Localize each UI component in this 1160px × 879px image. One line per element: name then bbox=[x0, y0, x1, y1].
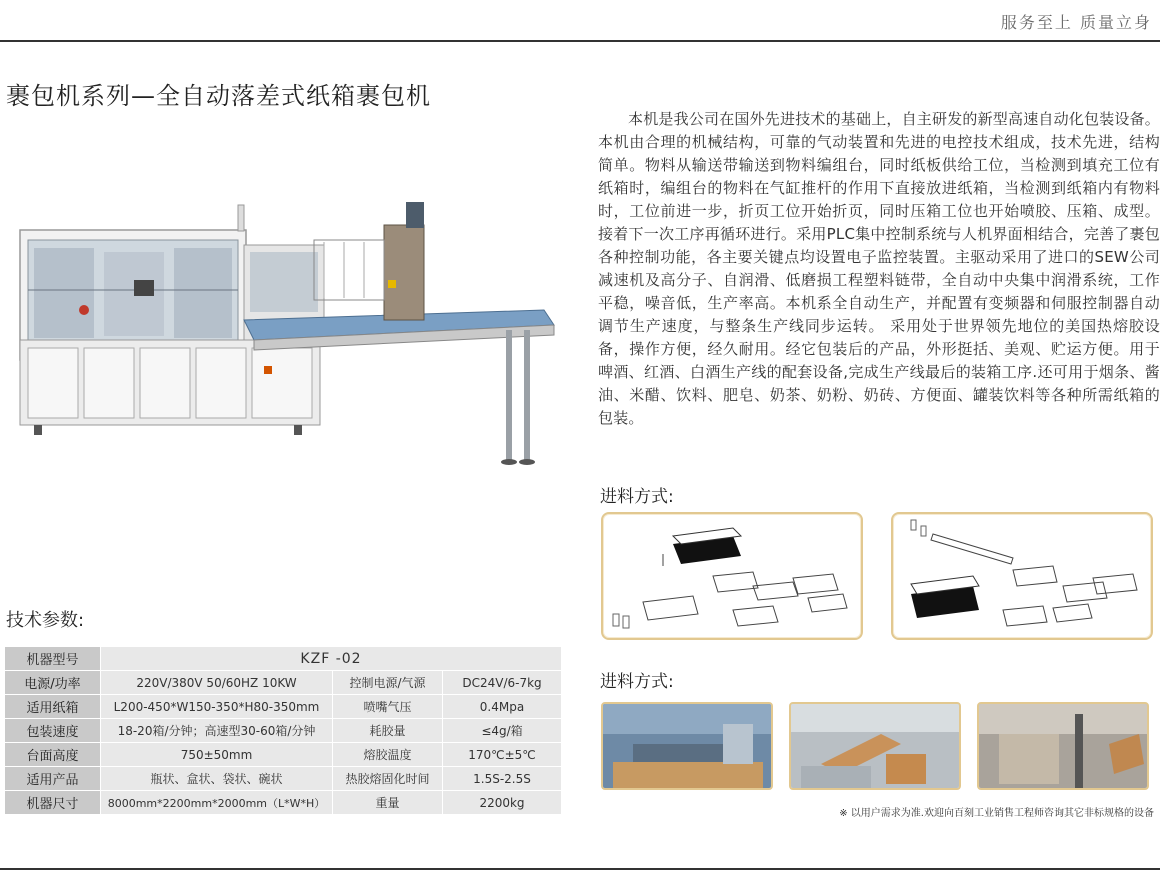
spec-key: 台面高度 bbox=[5, 743, 101, 767]
spec-key: 包装速度 bbox=[5, 719, 101, 743]
feed-diagram-1 bbox=[601, 512, 863, 640]
spec-value-2: 2200kg bbox=[443, 791, 562, 815]
spec-key: 电源/功率 bbox=[5, 671, 101, 695]
table-row bbox=[5, 695, 562, 719]
feed-method-heading-2: 进料方式: bbox=[600, 672, 674, 692]
table-row bbox=[5, 791, 562, 815]
spec-value-2: 0.4Mpa bbox=[443, 695, 562, 719]
feed-photo-1 bbox=[601, 702, 773, 790]
spec-key-2: 耗胶量 bbox=[333, 719, 443, 743]
spec-value: 8000mm*2200mm*2000mm（L*W*H） bbox=[101, 791, 333, 815]
spec-key-2: 熔胶温度 bbox=[333, 743, 443, 767]
spec-value: 750±50mm bbox=[101, 743, 333, 767]
header-slogan: 服务至上 质量立身 bbox=[1000, 13, 1152, 32]
table-row bbox=[5, 767, 562, 791]
spec-value: 瓶状、盒状、袋状、碗状 bbox=[101, 767, 333, 791]
spec-table bbox=[4, 646, 562, 815]
spec-value: L200-450*W150-350*H80-350mm bbox=[101, 695, 333, 719]
table-row bbox=[5, 719, 562, 743]
footer-rule bbox=[0, 868, 1160, 870]
feed-diagram-2 bbox=[891, 512, 1153, 640]
product-description: 本机是我公司在国外先进技术的基础上，自主研发的新型高速自动化包装设备。本机由合理的机械结构，可靠的气动装置和先进的电控技术组成，技术先进，结构简单。物料从输送带输送到物料编组台，同时纸板供给工位，当检测到填充工位有纸箱时，编组台的物料在气缸推杆的作用下直接放进纸箱，当检测到纸箱内有物料时，工位前进一步，折页工位开始折页，同时压箱工位也开始喷胶、压箱、成型。接着下一次工序再循环进行。采用PLC集中控制系统与人机界面相结合，完善了裹包各种控制功能，各主要关键点均设置电子监控装置。主驱动采用了进口的SEW公司减速机及高分子、自润滑、低磨损工程塑料链带，全自动中央集中润滑系统，工作平稳，噪音低，生产率高。本机系全自动生产，并配置有变频器和伺服控制器自动调节生产速度，与整条生产线同步运转。 采用处于世界领先地位的美国热熔胶设备，操作方便，经久耐用。经它包装后的产品，外形挺括、美观、贮运方便。用于啤酒、红酒、白酒生产线的配套设备,完成生产线最后的装箱工序.还可用于烟条、酱油、米醋、饮料、肥皂、奶茶、奶粉、奶砖、方便面、罐装饮料等各种所需纸箱的包装。 bbox=[598, 110, 1160, 427]
spec-key: 适用纸箱 bbox=[5, 695, 101, 719]
spec-key: 机器型号 bbox=[5, 647, 101, 671]
spec-value: KZF -02 bbox=[101, 647, 562, 671]
spec-value-2: 170℃±5℃ bbox=[443, 743, 562, 767]
spec-heading: 技术参数: bbox=[6, 610, 85, 631]
spec-key-2: 喷嘴气压 bbox=[333, 695, 443, 719]
spec-key: 适用产品 bbox=[5, 767, 101, 791]
page-title: 裹包机系列—全自动落差式纸箱裹包机 bbox=[6, 82, 431, 110]
spec-key-2: 控制电源/气源 bbox=[333, 671, 443, 695]
feed-method-heading-1: 进料方式: bbox=[600, 487, 674, 507]
spec-value-2: ≤4g/箱 bbox=[443, 719, 562, 743]
header-rule bbox=[0, 40, 1160, 42]
spec-value: 18-20箱/分钟；高速型30-60箱/分钟 bbox=[101, 719, 333, 743]
table-row bbox=[5, 671, 562, 695]
spec-key: 机器尺寸 bbox=[5, 791, 101, 815]
spec-key-2: 热胶熔固化时间 bbox=[333, 767, 443, 791]
spec-value-2: 1.5S-2.5S bbox=[443, 767, 562, 791]
table-row bbox=[5, 743, 562, 767]
table-row bbox=[5, 647, 562, 671]
machine-image bbox=[14, 190, 564, 480]
footnote: ※ 以用户需求为准.欢迎向百刻工业销售工程师咨询其它非标规格的设备 bbox=[839, 808, 1154, 819]
feed-photo-3 bbox=[977, 702, 1149, 790]
spec-key-2: 重量 bbox=[333, 791, 443, 815]
spec-value: 220V/380V 50/60HZ 10KW bbox=[101, 671, 333, 695]
feed-photo-2 bbox=[789, 702, 961, 790]
spec-value-2: DC24V/6-7kg bbox=[443, 671, 562, 695]
